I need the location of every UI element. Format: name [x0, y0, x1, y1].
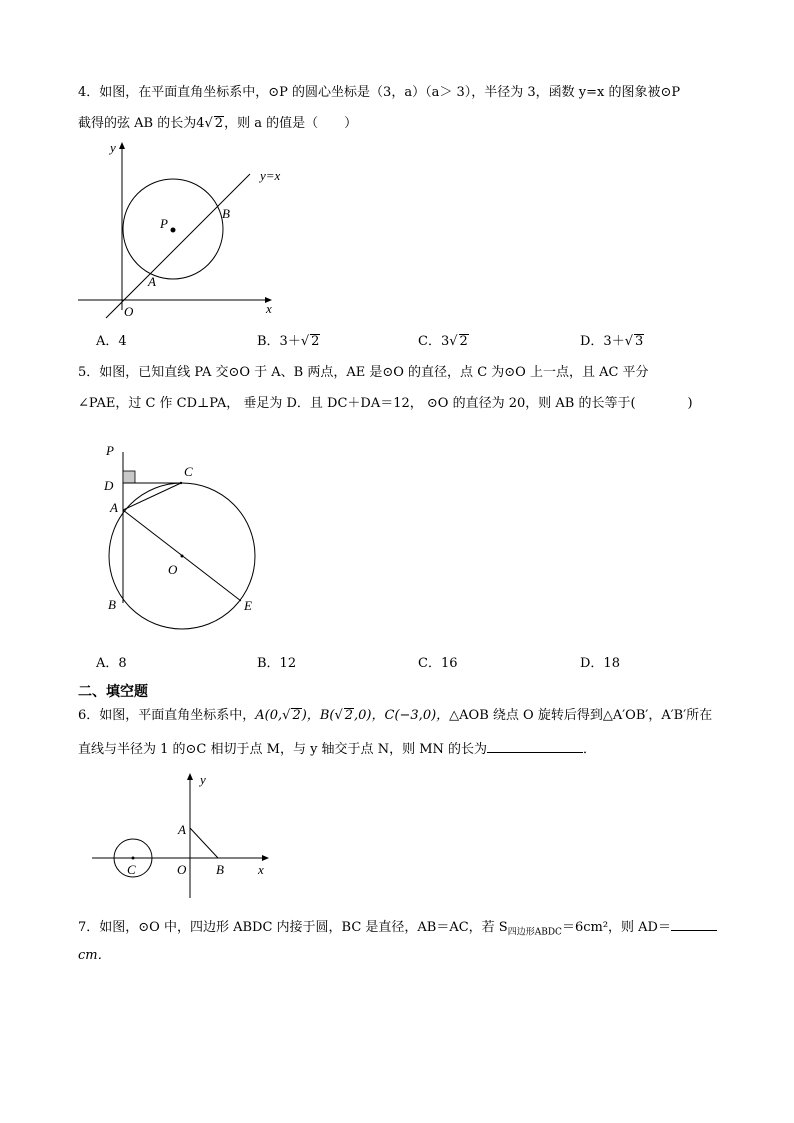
q5-label-p: P	[106, 443, 114, 458]
q4-point-a: A	[148, 274, 156, 289]
q4-line-label: y=x	[260, 168, 281, 183]
q4-option-c: C．3√ 2	[418, 334, 468, 349]
q5-option-b: B．12	[257, 656, 297, 671]
q7-answer-blank[interactable]	[671, 916, 717, 931]
q5-label-o: O	[168, 562, 178, 577]
q4-option-a: A．4	[96, 334, 127, 349]
q6-label-c: C	[127, 862, 136, 877]
q4-line2-pre: 截得的弦 AB 的长为	[78, 116, 197, 131]
q5-label-c: C	[184, 464, 193, 479]
q5-option-d: D．18	[580, 656, 620, 671]
q4-option-b: B．3＋√ 2	[257, 334, 320, 349]
q6-label-y: y	[200, 772, 206, 787]
q4-figure	[78, 138, 281, 319]
q5-line1: 5．如图，已知直线 PA 交⊙O 于 A、B 两点，AE 是⊙O 的直径，点 C 为⊙O 上一点，且 AC 平分	[78, 365, 649, 380]
q5-figure	[98, 438, 298, 638]
q5-line2: ∠PAE，过 C 作 CD⊥PA， 垂足为 D．且 DC＋DA＝12， ⊙O 的直径为 20，则 AB 的长等于( )	[78, 396, 693, 411]
q7-line2: cm．	[78, 948, 111, 963]
q4-y-label: y	[110, 140, 116, 155]
q6-label-a: A	[178, 822, 186, 837]
q4-line2-rad: 2	[214, 116, 224, 131]
q7-line1: 7．如图，⊙O 中，四边形 ABDC 内接于圆，BC 是直径，AB＝AC，若 $S_{四边形ABDC}=6cm^2$，则 AD＝	[78, 916, 717, 942]
q6-label-b: B	[216, 862, 224, 877]
q6-line1: 6．如图，平面直角坐标系中，A(0,√ 2)，B(√ 2,0)，C(−3,0)，△AOB 绕点 O 旋转后得到△A′OB′，A′B′所在	[78, 708, 713, 723]
q4-line2: 截得的弦 AB 的长为4√ 2，则 a 的值是（ ）	[78, 116, 358, 131]
q5-label-e: E	[244, 598, 252, 613]
section-title: 二、填空题	[78, 684, 148, 700]
q4-option-d: D．3＋√ 3	[580, 334, 644, 349]
q6-label-o: O	[177, 862, 187, 877]
q6-figure	[92, 770, 282, 900]
q6-label-x: x	[258, 862, 264, 877]
q4-line2-coef: 4	[196, 116, 205, 131]
q4-line1: 4．如图，在平面直角坐标系中，⊙P 的圆心坐标是（3，a）（a＞ 3），半径为 3，函数 y=x 的图象被⊙P	[78, 85, 681, 100]
q4-origin-label: O	[124, 304, 134, 319]
q4-x-label: x	[266, 301, 272, 316]
q5-option-a: A．8	[96, 656, 127, 671]
q5-label-a: A	[110, 500, 118, 515]
q6-line2: 直线与半径为 1 的⊙C 相切于点 M，与 y 轴交于点 N，则 MN 的长为 ．	[78, 738, 596, 759]
q4-point-b: B	[222, 206, 230, 221]
q5-option-c: C．16	[418, 656, 458, 671]
q5-label-b: B	[108, 597, 116, 612]
q7-subscript: 四边形ABDC	[507, 927, 562, 938]
q4-center-label: P	[160, 216, 168, 231]
q6-answer-blank[interactable]	[487, 738, 583, 753]
q4-line2-post: ，则 a 的值是（ ）	[224, 116, 358, 131]
q5-label-d: D	[104, 478, 114, 493]
